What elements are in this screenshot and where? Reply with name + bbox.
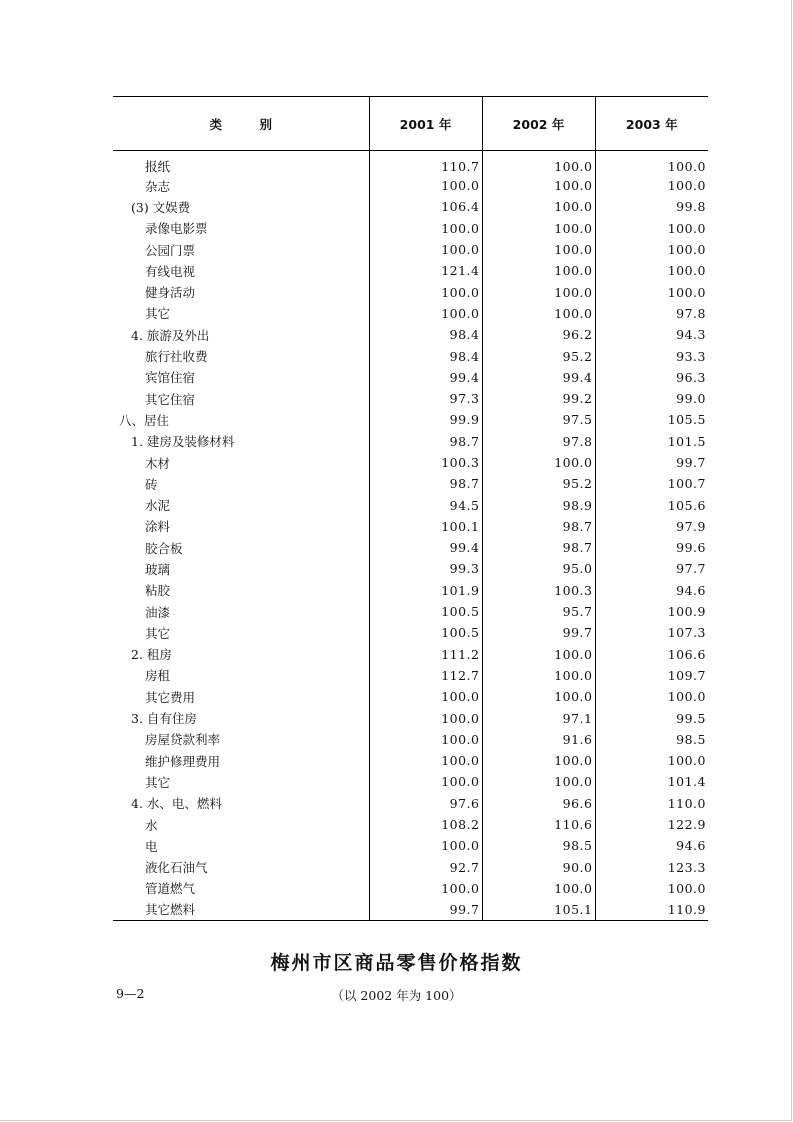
index-value-2003: 100.0 <box>595 750 708 771</box>
index-value-2002: 100.0 <box>482 750 595 771</box>
row-category-label: 健身活动 <box>145 285 196 301</box>
index-value-2002: 97.8 <box>482 431 595 452</box>
index-value-2001: 100.5 <box>369 601 482 622</box>
index-value-2002: 99.4 <box>482 367 595 388</box>
row-category-label: 水 <box>145 817 158 833</box>
index-value-2002: 98.5 <box>482 835 595 856</box>
row-category-label: 维护修理费用 <box>145 753 221 769</box>
index-value-2002: 95.0 <box>482 558 595 579</box>
row-category-label: 玻璃 <box>145 561 171 577</box>
index-value-2002: 90.0 <box>482 857 595 878</box>
index-value-2001: 121.4 <box>369 260 482 281</box>
index-value-2001: 100.3 <box>369 452 482 473</box>
index-value-2003: 96.3 <box>595 367 708 388</box>
index-value-2002: 97.1 <box>482 707 595 728</box>
row-category-label: 4. 水、电、燃料 <box>131 796 222 812</box>
index-value-2001: 100.5 <box>369 622 482 643</box>
index-value-2003: 98.5 <box>595 729 708 750</box>
table-row <box>113 537 708 558</box>
table-row <box>113 175 708 196</box>
index-value-2002: 100.0 <box>482 281 595 302</box>
row-category-label: 公园门票 <box>145 242 196 258</box>
index-value-2001: 110.7 <box>369 151 482 176</box>
table-row <box>113 580 708 601</box>
table-row <box>113 151 708 176</box>
index-value-2002: 105.1 <box>482 899 595 920</box>
table-row <box>113 260 708 281</box>
index-value-2003: 94.6 <box>595 580 708 601</box>
index-value-2001: 101.9 <box>369 580 482 601</box>
index-value-2001: 97.3 <box>369 388 482 409</box>
base-year-note: （以 2002 年为 100） <box>331 988 462 1003</box>
index-value-2003: 109.7 <box>595 665 708 686</box>
index-value-2003: 110.0 <box>595 793 708 814</box>
index-value-2002: 100.0 <box>482 665 595 686</box>
index-value-2002: 100.3 <box>482 580 595 601</box>
index-value-2002: 110.6 <box>482 814 595 835</box>
index-value-2001: 100.0 <box>369 303 482 324</box>
index-value-2002: 98.9 <box>482 494 595 515</box>
index-value-2002: 100.0 <box>482 151 595 176</box>
header-category: 类 别 <box>113 97 369 151</box>
index-value-2001: 112.7 <box>369 665 482 686</box>
index-value-2001: 106.4 <box>369 196 482 217</box>
index-value-2002: 100.0 <box>482 686 595 707</box>
table-row <box>113 324 708 345</box>
row-category-label: 涂料 <box>145 519 171 535</box>
index-value-2003: 107.3 <box>595 622 708 643</box>
index-value-2003: 99.7 <box>595 452 708 473</box>
index-value-2003: 93.3 <box>595 345 708 366</box>
index-value-2001: 100.0 <box>369 771 482 792</box>
table-row <box>113 516 708 537</box>
table-row <box>113 750 708 771</box>
index-value-2001: 99.7 <box>369 899 482 920</box>
index-value-2002: 100.0 <box>482 878 595 899</box>
index-value-2001: 100.0 <box>369 281 482 302</box>
index-value-2003: 100.0 <box>595 239 708 260</box>
index-value-2001: 100.0 <box>369 218 482 239</box>
index-value-2001: 98.7 <box>369 473 482 494</box>
index-value-2001: 98.4 <box>369 324 482 345</box>
table-row <box>113 729 708 750</box>
index-value-2003: 101.4 <box>595 771 708 792</box>
index-value-2001: 100.0 <box>369 686 482 707</box>
table-row <box>113 686 708 707</box>
index-value-2002: 100.0 <box>482 303 595 324</box>
row-category-label: 电 <box>145 838 158 854</box>
index-value-2003: 100.0 <box>595 878 708 899</box>
row-category-label: 其它燃料 <box>113 899 369 920</box>
index-value-2002: 100.0 <box>482 175 595 196</box>
index-value-2003: 110.9 <box>595 899 708 920</box>
index-value-2001: 100.0 <box>369 175 482 196</box>
index-value-2002: 96.6 <box>482 793 595 814</box>
table-row <box>113 857 708 878</box>
index-value-2003: 97.8 <box>595 303 708 324</box>
index-value-2002: 99.2 <box>482 388 595 409</box>
index-value-2002: 100.0 <box>482 644 595 665</box>
index-value-2003: 100.0 <box>595 686 708 707</box>
index-value-2001: 100.0 <box>369 707 482 728</box>
index-value-2003: 100.0 <box>595 175 708 196</box>
table-row <box>113 218 708 239</box>
index-value-2003: 97.7 <box>595 558 708 579</box>
header-year-2003: 2003 年 <box>595 97 708 151</box>
index-value-2001: 99.4 <box>369 537 482 558</box>
table-row <box>113 835 708 856</box>
table-row <box>113 409 708 430</box>
index-value-2001: 97.6 <box>369 793 482 814</box>
table-row <box>113 622 708 643</box>
table-row <box>113 878 708 899</box>
header-year-2002: 2002 年 <box>482 97 595 151</box>
index-value-2002: 95.2 <box>482 473 595 494</box>
index-value-2003: 100.0 <box>595 260 708 281</box>
table-row <box>113 793 708 814</box>
row-category-label: 八、居住 <box>119 412 170 428</box>
index-value-2002: 91.6 <box>482 729 595 750</box>
index-value-2001: 100.0 <box>369 750 482 771</box>
index-value-2002: 100.0 <box>482 771 595 792</box>
row-category-label: 宾馆住宿 <box>145 370 196 386</box>
index-value-2003: 100.0 <box>595 151 708 176</box>
table-row <box>113 707 708 728</box>
table-row <box>113 473 708 494</box>
index-value-2001: 99.3 <box>369 558 482 579</box>
row-category-label: 油漆 <box>145 604 171 620</box>
index-value-2001: 99.4 <box>369 367 482 388</box>
row-category-label: (3) 文娱费 <box>131 199 191 215</box>
row-category-label: 房租 <box>145 668 171 684</box>
index-value-2002: 98.7 <box>482 537 595 558</box>
index-value-2003: 100.0 <box>595 218 708 239</box>
table-row <box>113 494 708 515</box>
index-value-2003: 99.0 <box>595 388 708 409</box>
row-category-label: 其它 <box>145 306 171 322</box>
index-value-2001: 94.5 <box>369 494 482 515</box>
index-value-2002: 100.0 <box>482 196 595 217</box>
index-value-2003: 97.9 <box>595 516 708 537</box>
index-value-2002: 97.5 <box>482 409 595 430</box>
table-row <box>113 239 708 260</box>
row-category-label: 胶合板 <box>145 540 183 556</box>
table-row <box>113 388 708 409</box>
table-row <box>113 814 708 835</box>
table-row <box>113 196 708 217</box>
index-value-2001: 100.0 <box>369 729 482 750</box>
row-category-label: 管道燃气 <box>145 881 196 897</box>
index-value-2001: 92.7 <box>369 857 482 878</box>
index-value-2003: 99.6 <box>595 537 708 558</box>
table-header-row <box>113 97 708 151</box>
row-category-label: 其它住宿 <box>145 391 196 407</box>
row-category-label: 砖 <box>145 476 158 492</box>
index-value-2002: 95.7 <box>482 601 595 622</box>
price-index-table <box>113 96 708 921</box>
table-row <box>113 771 708 792</box>
row-category-label: 有线电视 <box>145 263 196 279</box>
table-row <box>113 899 708 920</box>
table-row <box>113 345 708 366</box>
table-number: 9—2 <box>116 986 145 1001</box>
row-category-label: 粘胶 <box>145 583 171 599</box>
row-category-label: 4. 旅游及外出 <box>131 327 210 343</box>
index-value-2002: 100.0 <box>482 452 595 473</box>
index-value-2001: 99.9 <box>369 409 482 430</box>
index-value-2003: 105.6 <box>595 494 708 515</box>
index-value-2003: 99.5 <box>595 707 708 728</box>
row-category-label: 1. 建房及装修材料 <box>131 434 235 450</box>
row-category-label: 杂志 <box>145 178 171 194</box>
index-value-2002: 95.2 <box>482 345 595 366</box>
table-row <box>113 367 708 388</box>
row-category-label: 木材 <box>145 455 171 471</box>
index-value-2003: 100.7 <box>595 473 708 494</box>
index-value-2003: 99.8 <box>595 196 708 217</box>
row-category-label: 旅行社收费 <box>145 349 208 365</box>
row-category-label: 液化石油气 <box>145 860 208 876</box>
row-category-label: 房屋贷款利率 <box>145 732 221 748</box>
row-category-label: 录像电影票 <box>145 221 208 237</box>
index-value-2003: 105.5 <box>595 409 708 430</box>
table-row <box>113 601 708 622</box>
index-value-2003: 101.5 <box>595 431 708 452</box>
table-row <box>113 558 708 579</box>
index-value-2001: 108.2 <box>369 814 482 835</box>
index-value-2001: 100.0 <box>369 239 482 260</box>
table-body <box>113 151 708 921</box>
index-value-2001: 111.2 <box>369 644 482 665</box>
index-value-2003: 100.9 <box>595 601 708 622</box>
table-row <box>113 452 708 473</box>
index-value-2003: 123.3 <box>595 857 708 878</box>
index-value-2001: 98.7 <box>369 431 482 452</box>
table-row <box>113 644 708 665</box>
header-year-2001: 2001 年 <box>369 97 482 151</box>
row-category-label: 其它 <box>145 774 171 790</box>
index-value-2001: 100.0 <box>369 835 482 856</box>
index-value-2001: 98.4 <box>369 345 482 366</box>
index-value-2001: 100.1 <box>369 516 482 537</box>
index-value-2003: 122.9 <box>595 814 708 835</box>
table-row <box>113 431 708 452</box>
row-category-label: 2. 租房 <box>131 647 172 663</box>
index-value-2001: 100.0 <box>369 878 482 899</box>
table-row <box>113 665 708 686</box>
index-value-2003: 106.6 <box>595 644 708 665</box>
index-value-2002: 100.0 <box>482 239 595 260</box>
row-category-label: 其它 <box>145 625 171 641</box>
page-title: 梅州市区商品零售价格指数 <box>270 952 523 974</box>
row-category-label: 其它费用 <box>145 689 196 705</box>
index-value-2003: 94.6 <box>595 835 708 856</box>
index-value-2002: 100.0 <box>482 218 595 239</box>
index-value-2002: 99.7 <box>482 622 595 643</box>
row-category-label: 报纸 <box>145 159 171 174</box>
index-value-2002: 100.0 <box>482 260 595 281</box>
row-category-label: 水泥 <box>145 498 171 514</box>
index-value-2003: 100.0 <box>595 281 708 302</box>
table-row <box>113 303 708 324</box>
index-value-2003: 94.3 <box>595 324 708 345</box>
row-category-label: 3. 自有住房 <box>131 711 197 727</box>
index-value-2002: 98.7 <box>482 516 595 537</box>
index-value-2002: 96.2 <box>482 324 595 345</box>
table-row <box>113 281 708 302</box>
